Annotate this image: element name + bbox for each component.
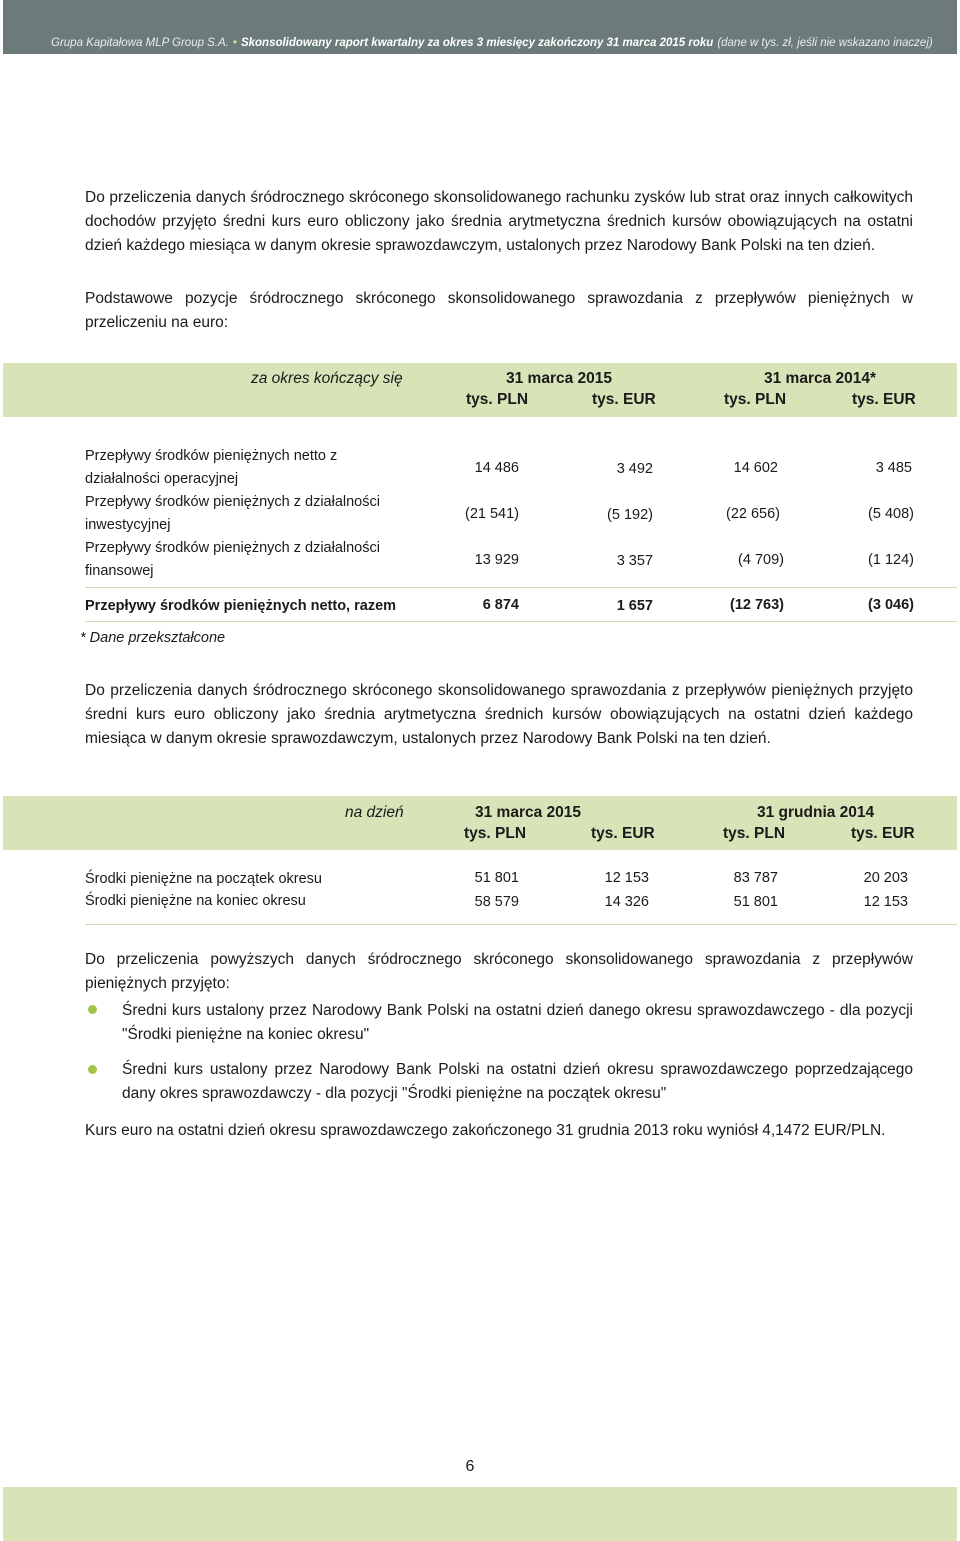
- table-cell: (4 709): [738, 552, 784, 568]
- bullet-item: Średni kurs ustalony przez Narodowy Bank Polski na ostatni dzień danego okresu sprawozdawczego - dla pozycji "Środki pieniężne na koniec okresu": [122, 1002, 913, 1043]
- table-cell: 14 486: [474, 460, 519, 476]
- paragraph-income-rate: Do przeliczenia danych śródrocznego skróconego skonsolidowanego rachunku zysków lub strat oraz innych całkowitych dochodów przyjęto średni kurs euro obliczony jako średnia arytmetyczna średnich kursów obowiązujących na ostatni dzień każdego miesiąca w danym okresie sprawozdawczym, ustalonych przez Narodowy Bank Polski na ten dzień.: [85, 189, 913, 254]
- header-bullet: •: [232, 37, 237, 49]
- paragraph-eur-rate: Kurs euro na ostatni dzień okresu sprawozdawczego zakończonego 31 grudnia 2013 roku wyniósł 4,1472 EUR/PLN.: [85, 1122, 886, 1139]
- paragraph-cashflow-intro: Podstawowe pozycje śródrocznego skróconego skonsolidowanego sprawozdania z przepływów pieniężnych w przeliczeniu na euro:: [85, 290, 913, 331]
- total-cell: 6 874: [482, 597, 519, 613]
- table-cell: 3 485: [875, 460, 912, 476]
- col-eur-1: tys. EUR: [592, 391, 656, 408]
- page-number: 6: [465, 1458, 475, 1475]
- cash-table-header: [3, 796, 957, 850]
- period2-heading: 31 marca 2014*: [764, 370, 877, 387]
- table-divider: [85, 924, 957, 925]
- table-cell: 3 492: [616, 461, 653, 477]
- table-cell: 58 579: [474, 894, 519, 910]
- table-row-label: Przepływy środków pieniężnych netto z działalności operacyjnej: [85, 448, 338, 487]
- table-cell: 14 602: [733, 460, 778, 476]
- header-title: Skonsolidowany raport kwartalny za okres 3 miesięcy zakończony 31 marca 2015 roku: [240, 37, 714, 49]
- col-pln-2: tys. PLN: [724, 391, 787, 408]
- header-note: (dane w tys. zł, jeśli nie wskazano inaczej): [717, 37, 933, 49]
- cashflow-table-header: [3, 363, 957, 417]
- table-divider: [85, 621, 957, 622]
- table-cell: 3 357: [616, 553, 653, 569]
- table-cell: 20 203: [863, 870, 908, 886]
- table-row-label: Przepływy środków pieniężnych z działalności finansowej: [85, 540, 380, 579]
- col-pln-2: tys. PLN: [723, 825, 786, 842]
- footnote: * Dane przekształcone: [80, 630, 226, 646]
- table-cell: 13 929: [474, 552, 519, 568]
- table-cell: (22 656): [725, 506, 780, 522]
- table-cell: 12 153: [863, 894, 908, 910]
- period2-heading: 31 grudnia 2014: [757, 804, 875, 821]
- header-company: Grupa Kapitałowa MLP Group S.A.: [51, 37, 229, 49]
- table-cell: 83 787: [733, 870, 778, 886]
- bullet-icon: [88, 1005, 97, 1014]
- table-cell: 51 801: [474, 870, 519, 886]
- period1-heading: 31 marca 2015: [475, 804, 582, 821]
- bullet-icon: [88, 1065, 97, 1074]
- table-divider: [85, 587, 957, 588]
- date-label: na dzień: [345, 804, 404, 821]
- table-row-label: Środki pieniężne na początek okresu: [85, 871, 322, 887]
- total-cell: (12 763): [729, 597, 784, 613]
- col-pln-1: tys. PLN: [466, 391, 529, 408]
- col-eur-1: tys. EUR: [591, 825, 655, 842]
- table-cell: (5 408): [868, 506, 914, 522]
- table-cell: 51 801: [733, 894, 778, 910]
- table-row-label: Środki pieniężne na koniec okresu: [85, 893, 306, 909]
- total-row-label: Przepływy środków pieniężnych netto, razem: [85, 598, 397, 614]
- paragraph-cashflow-rate: Do przeliczenia danych śródrocznego skróconego skonsolidowanego sprawozdania z przepływów pieniężnych przyjęto średni kurs euro obliczony jako średnia arytmetyczna średnich kursów obowiązujących na ostatni dzień każdego miesiąca w danym okresie sprawozdawczym, ustalonych przez Narodowy Bank Polski na ten dzień.: [85, 682, 913, 747]
- table-cell: (21 541): [464, 506, 519, 522]
- table-cell: 12 153: [604, 870, 649, 886]
- col-pln-1: tys. PLN: [464, 825, 527, 842]
- table-cell: (5 192): [607, 507, 653, 523]
- period1-heading: 31 marca 2015: [506, 370, 613, 387]
- paragraph-rates-intro: Do przeliczenia powyższych danych śródrocznego skróconego skonsolidowanego sprawozdania z przepływów pieniężnych przyjęto:: [85, 951, 913, 992]
- table-cell: (1 124): [868, 552, 914, 568]
- col-eur-2: tys. EUR: [852, 391, 916, 408]
- total-cell: (3 046): [868, 597, 914, 613]
- footer-bar: [3, 1487, 957, 1541]
- bullet-item: Średni kurs ustalony przez Narodowy Bank Polski na ostatni dzień okresu sprawozdawczego poprzedzającego dany okres sprawozdawczy - dla pozycji "Środki pieniężne na początek okresu": [122, 1061, 913, 1102]
- total-cell: 1 657: [616, 598, 653, 614]
- col-eur-2: tys. EUR: [851, 825, 915, 842]
- table-cell: 14 326: [604, 894, 649, 910]
- period-label: za okres kończący się: [251, 370, 403, 387]
- page-header: [3, 0, 957, 54]
- table-row-label: Przepływy środków pieniężnych z działalności inwestycyjnej: [85, 494, 380, 533]
